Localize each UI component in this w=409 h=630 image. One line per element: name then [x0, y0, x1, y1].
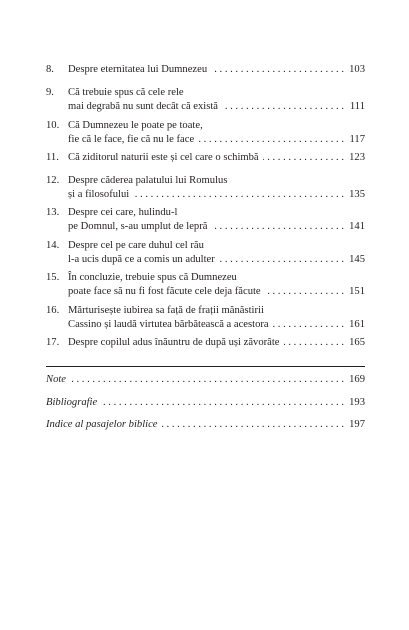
toc-entry-title: Că trebuie spus că cele rele — [68, 87, 184, 98]
toc-entry-number: 17. — [46, 337, 60, 348]
toc-entry-8 — [46, 63, 365, 77]
toc-entry-line — [68, 151, 365, 165]
toc-entry-page: 145 — [349, 253, 365, 265]
toc-entry-number: 9. — [46, 87, 54, 98]
toc-entry-line — [68, 174, 365, 188]
toc-entry-number: 8. — [46, 64, 54, 75]
dot-leader — [263, 151, 344, 165]
toc-entry-line — [68, 304, 365, 318]
toc-entry-title: Că ziditorul naturii este și cel care o schimbă — [68, 152, 259, 163]
toc-entry-title: Mărturisește iubirea sa față de frații mănăstirii — [68, 305, 264, 316]
toc-entry-line — [68, 271, 365, 285]
toc-entry-line — [68, 318, 365, 332]
toc-entry-line — [68, 220, 365, 234]
toc-entry-number: 13. — [46, 207, 60, 218]
back-matter-page: 169 — [349, 374, 365, 385]
toc-entry-number: 10. — [46, 120, 60, 131]
toc-entry-page: 161 — [349, 318, 365, 330]
dot-leader — [273, 318, 344, 332]
dot-leader — [70, 373, 344, 387]
dot-leader — [211, 220, 344, 234]
back-matter-bibliography — [46, 396, 365, 410]
toc-entry-page: 141 — [349, 220, 365, 232]
toc-entry-9 — [46, 86, 365, 113]
dot-leader — [162, 418, 344, 432]
toc-entry-page: 135 — [349, 188, 365, 200]
toc-entry-10 — [46, 119, 365, 146]
dot-leader — [211, 63, 344, 77]
toc-entry-page: 111 — [349, 100, 365, 112]
back-matter-line — [46, 373, 365, 387]
toc-entry-title-continued: l-a ucis după ce a comis un adulter — [68, 253, 215, 265]
back-matter-page: 197 — [349, 419, 365, 430]
dot-leader — [198, 133, 344, 147]
toc-entry-13 — [46, 206, 365, 233]
toc-entry-title: În concluzie, trebuie spus că Dumnezeu — [68, 272, 237, 283]
toc-entry-title: Că Dumnezeu le poate pe toate, — [68, 120, 203, 131]
toc-entry-title: Despre cei care, hulindu-l — [68, 207, 178, 218]
toc-entry-line — [68, 188, 365, 202]
toc-entry-number: 12. — [46, 175, 60, 186]
dot-leader — [133, 188, 344, 202]
back-matter-page: 193 — [349, 397, 365, 408]
toc-entry-number: 14. — [46, 240, 60, 251]
toc-entry-page: 123 — [349, 152, 365, 163]
back-matter-title: Bibliografie — [46, 397, 98, 408]
toc-entry-title-continued: poate face să nu fi fost făcute cele deja făcute — [68, 285, 261, 297]
toc-entry-title-continued: Cassino și laudă virtutea bărbătească a acestora — [68, 318, 269, 330]
toc-entry-line — [68, 86, 365, 100]
toc-entry-number: 15. — [46, 272, 60, 283]
toc-entry-line — [68, 253, 365, 267]
toc-entry-11 — [46, 151, 365, 165]
toc-entry-title: Despre căderea palatului lui Romulus — [68, 175, 228, 186]
toc-entry-number: 16. — [46, 305, 60, 316]
toc-entry-number: 11. — [46, 152, 59, 163]
dot-leader — [222, 100, 344, 114]
toc-entry-title-continued: pe Domnul, s-au umplut de lepră — [68, 220, 208, 232]
toc-entry-line — [68, 336, 365, 350]
toc-entry-line — [68, 285, 365, 299]
toc-entry-title-continued: fie că le face, fie că nu le face — [68, 133, 195, 145]
toc-entry-title-continued: mai degrabă nu sunt decât că există — [68, 100, 219, 112]
toc-entry-line — [68, 119, 365, 133]
dot-leader — [265, 285, 344, 299]
back-matter-line — [46, 418, 365, 432]
toc-entry-14 — [46, 239, 365, 266]
dot-leader — [101, 396, 344, 410]
toc-entry-page: 165 — [349, 337, 365, 348]
toc-entry-15 — [46, 271, 365, 298]
toc-entry-page: 103 — [349, 64, 365, 75]
back-matter-notes — [46, 373, 365, 387]
back-matter-biblical-index — [46, 418, 365, 432]
back-matter-title: Indice al pasajelor biblice — [46, 419, 158, 430]
toc-entry-title: Despre copilul adus înăuntru de după uși zăvorâte — [68, 337, 280, 348]
toc-entry-12 — [46, 174, 365, 201]
back-matter-title: Note — [46, 374, 67, 385]
toc-entry-line — [68, 239, 365, 253]
toc-entry-page: 151 — [349, 285, 365, 297]
toc-entry-page: 117 — [349, 133, 365, 145]
toc-entry-16 — [46, 304, 365, 331]
toc-entry-line — [68, 206, 365, 220]
dot-leader — [219, 253, 344, 267]
toc-entry-line — [68, 63, 365, 77]
section-divider — [46, 366, 365, 367]
toc-entry-title: Despre eternitatea lui Dumnezeu — [68, 64, 208, 75]
toc-entry-title: Despre cel pe care duhul cel rău — [68, 240, 204, 251]
dot-leader — [284, 336, 344, 350]
back-matter-line — [46, 396, 365, 410]
toc-entry-title-continued: și a filosofului — [68, 188, 130, 200]
toc-entry-17 — [46, 336, 365, 350]
toc-entry-line — [68, 100, 365, 114]
toc-entry-line — [68, 133, 365, 147]
